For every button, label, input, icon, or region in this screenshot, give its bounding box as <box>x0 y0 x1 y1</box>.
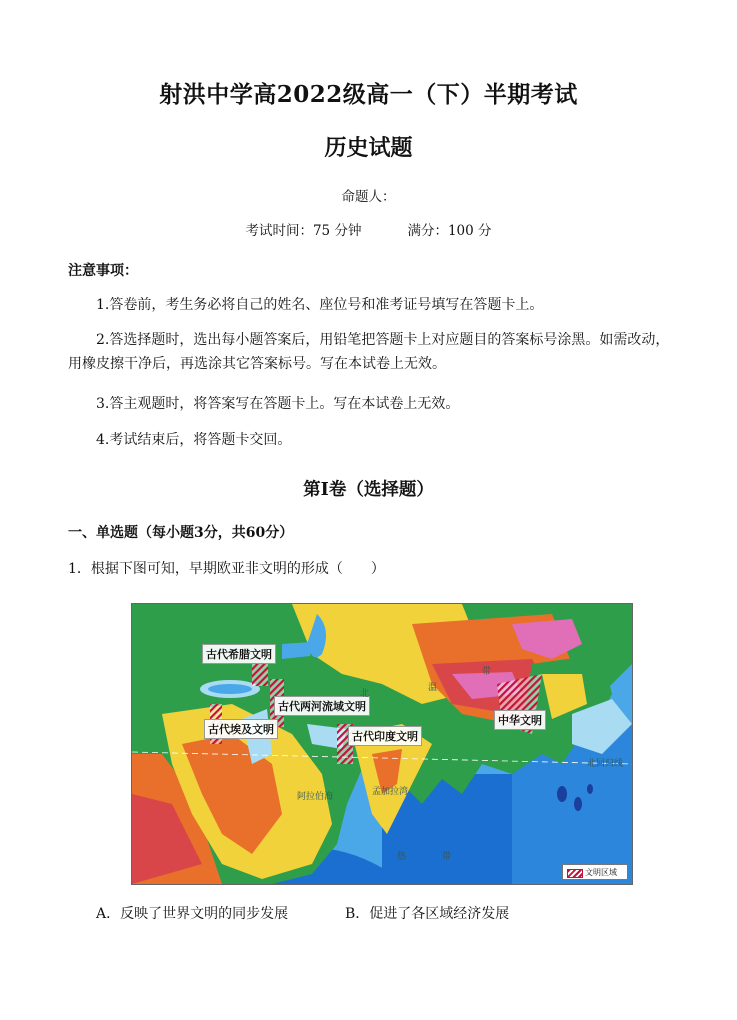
place-tropic: 北回归线 <box>587 759 624 769</box>
legend-label: 文明区域 <box>585 868 617 877</box>
exam-info-line <box>0 219 737 239</box>
option-a: A．反映了世界文明的同步发展 <box>96 906 289 922</box>
place-north: 北 <box>360 689 370 699</box>
exam-subject: 历史试题 <box>324 135 413 161</box>
greek-civ-area <box>252 664 268 686</box>
place-tropical-zone: 带 <box>442 852 452 862</box>
notice-item-3: 3.答主观题时，将答案写在答题卡上。写在本试卷上无效。 <box>96 396 460 412</box>
label-greek: 古代希腊文明 <box>202 644 276 664</box>
label-china: 中华文明 <box>494 710 546 730</box>
label-egypt: 古代埃及文明 <box>204 719 278 739</box>
exam-score: 满分：100 分 <box>407 223 492 239</box>
notice-item-1: 1.答卷前，考生务必将自己的姓名、座位号和准考证号填写在答题卡上。 <box>96 297 544 313</box>
place-zone: 带 <box>482 667 492 677</box>
exam-title: 射洪中学高2022级高一（下）半期考试 <box>159 81 578 108</box>
label-mesopotamia: 古代两河流域文明 <box>274 696 370 716</box>
label-india: 古代印度文明 <box>348 726 422 746</box>
civ-area-swatch-icon <box>567 869 583 878</box>
place-bay-of-bengal: 孟加拉湾 <box>372 787 409 797</box>
map-legend <box>562 864 628 880</box>
question-1-stem: 1．根据下图可知，早期欧亚非文明的形成（ ） <box>68 561 385 577</box>
author-line: 命题人： <box>341 189 396 205</box>
place-tropical: 热 <box>397 852 407 862</box>
notice-item-4: 4.考试结束后，将答题卡交回。 <box>96 432 292 448</box>
section-title: 第Ⅰ卷（选择题） <box>303 480 434 500</box>
exam-time: 考试时间：75 分钟 <box>245 223 362 239</box>
option-b: B．促进了各区域经济发展 <box>345 906 510 922</box>
notice-item-2: 2.答选择题时，选出每小题答案后，用铅笔把答题卡上对应题目的答案标号涂黑。如需改动，用橡皮擦干净后，再选涂其它答案标号。写在本试卷上无效。 <box>68 332 670 372</box>
civilization-map <box>131 603 633 885</box>
place-temperate: 温 <box>428 683 438 693</box>
notice-heading: 注意事项： <box>68 263 138 279</box>
place-arabian-sea: 阿拉伯海 <box>297 792 334 802</box>
part-title: 一、单选题（每小题3分，共60分） <box>68 525 294 541</box>
